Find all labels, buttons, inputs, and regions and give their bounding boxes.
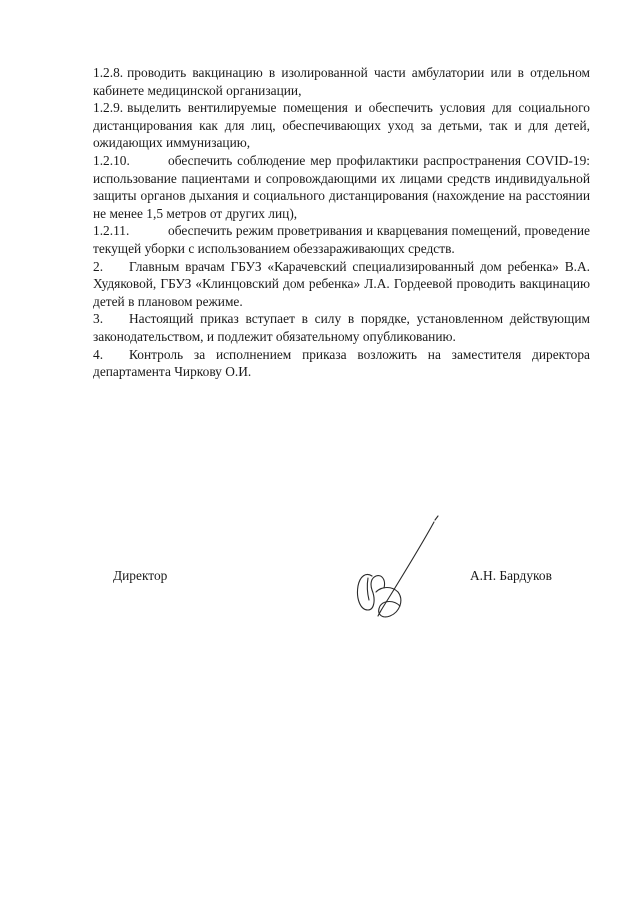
clause-4 bbox=[93, 346, 590, 381]
clause-text: Контроль за исполнением приказа возложить на заместителя директора департамента Чиркову О.И. bbox=[93, 346, 590, 380]
clause-number: 3. bbox=[93, 311, 104, 327]
clause-1-2-8 bbox=[93, 64, 590, 99]
clause-text: обеспечить соблюдение мер профилактики распространения COVID-19: использование пациентами и сопровождающими их лицами средств индивидуальной защиты органов дыхания и социального дистанцирования (нахождение на расстоянии не менее 1,5 метров от других лиц), bbox=[93, 152, 590, 221]
clause-3 bbox=[93, 310, 590, 345]
clause-text: Главным врачам ГБУЗ «Карачевский специализированный дом ребенка» В.А. Худяковой, ГБУЗ «Клинцовский дом ребенка» Л.А. Гордеевой проводить вакцинацию детей в плановом режиме. bbox=[93, 258, 590, 309]
clause-number: 1.2.8. bbox=[93, 65, 124, 80]
clause-number: 1.2.11. bbox=[93, 223, 130, 239]
clause-number: 2. bbox=[93, 258, 104, 274]
clause-text: обеспечить режим проветривания и кварцевания помещений, проведение текущей уборки с использованием обеззараживающих средств. bbox=[93, 223, 590, 256]
clause-text: проводить вакцинацию в изолированной части амбулатории или в отдельном кабинете медицинской организации, bbox=[93, 65, 590, 98]
clause-number: 1.2.9. bbox=[93, 100, 124, 116]
clause-1-2-9 bbox=[93, 99, 590, 152]
signatory-title: Директор bbox=[113, 568, 168, 583]
clause-text: Настоящий приказ вступает в силу в порядке, установленном действующим законодательством, и подлежит обязательному опубликованию. bbox=[93, 311, 590, 344]
clause-2 bbox=[93, 258, 590, 311]
signature-block bbox=[0, 560, 640, 630]
clause-1-2-10 bbox=[93, 152, 590, 222]
handwritten-signature-icon bbox=[338, 512, 450, 630]
clause-number: 1.2.10. bbox=[93, 152, 130, 168]
clause-1-2-11 bbox=[93, 222, 590, 257]
clause-text: выделить вентилируемые помещения и обеспечить условия для социального дистанцирования как для лиц, обеспечивающих уход за детьми, так и для детей, ожидающих иммунизацию, bbox=[93, 100, 590, 151]
signatory-name: А.Н. Бардуков bbox=[470, 568, 552, 583]
clause-number: 4. bbox=[93, 346, 104, 362]
order-body bbox=[93, 64, 590, 381]
